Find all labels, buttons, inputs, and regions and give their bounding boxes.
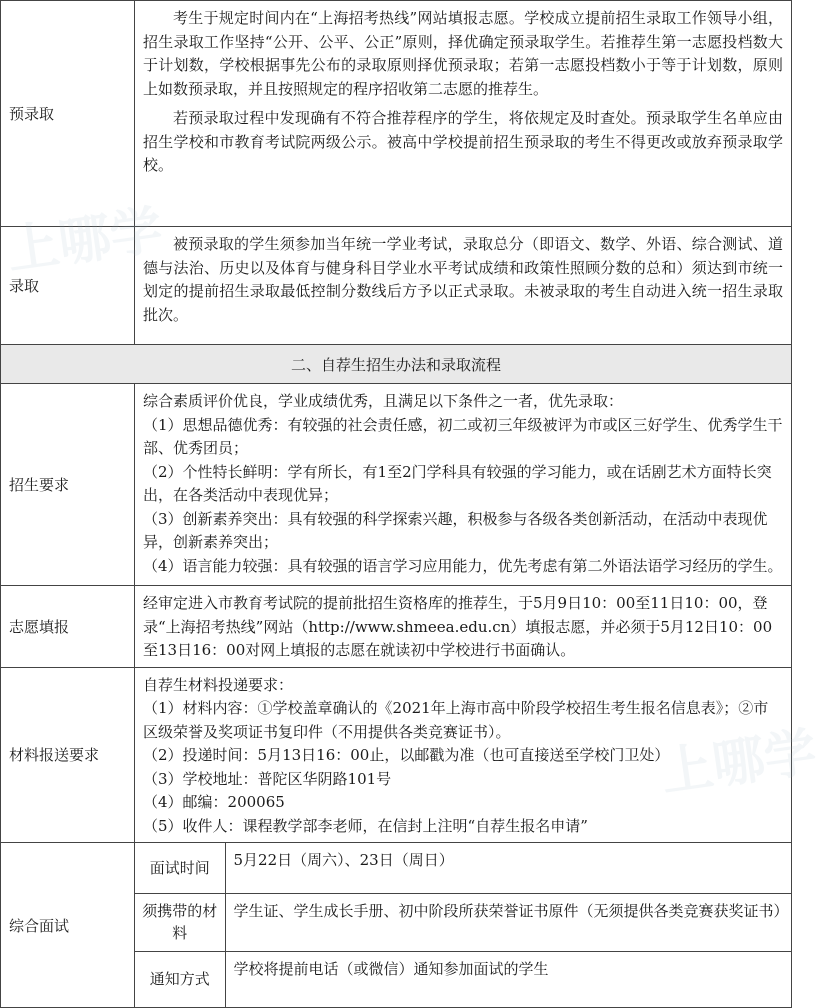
section-title: 二、自荐生招生办法和录取流程 (1, 345, 792, 384)
row-pre-admission (1, 1, 792, 227)
paragraph: 被预录取的学生须参加当年统一学业考试，录取总分（即语文、数学、外语、综合测试、道德与法治、历史以及体育与健身科目学业水平考试成绩和政策性照顾分数的总和）须达到市统一划定的提前招生录取最低控制分数线后方予以正式录取。未被录取的考生自动进入统一招生录取批次。 (143, 235, 783, 324)
req-line: （1）思想品德优秀：有较强的社会责任感，初二或初三年级被评为市或区三好学生、优秀学生干部、优秀团员； (143, 415, 783, 457)
sub-label: 面试时间 (135, 843, 225, 893)
sub-value: 学校将提前电话（或微信）通知参加面试的学生 (233, 959, 549, 978)
interview-subrow (135, 951, 791, 1007)
sub-value: 学生证、学生成长手册、初中阶段所获荣誉证书原件（无须提供各类竞赛获奖证书） (225, 893, 791, 951)
paragraph: 考生于规定时间内在“上海招考热线”网站填报志愿。学校成立提前招生录取工作领导小组，招生录取工作坚持“公开、公平、公正”原则，择优确定预录取学生。若推荐生第一志愿投档数大于计划数，学校根据事先公布的录取原则择优预录取；若第一志愿投档数小于等于计划数，原则上如数预录取，并且按照规定的程序招收第二志愿的推荐生。 (143, 9, 783, 98)
row-label: 预录取 (1, 1, 135, 227)
interview-subrow (135, 843, 791, 893)
req-line: 综合素质评价优良，学业成绩优秀，且满足以下条件之一者，优先录取： (143, 392, 624, 410)
row-materials (1, 667, 792, 843)
row-label: 录取 (1, 227, 135, 345)
watermark-logo: 上哪学 (657, 722, 820, 804)
req-line: （3）创新素养突出：具有较强的科学探索兴趣，积极参与各级各类创新活动，在活动中表现优异，创新素养突出； (143, 509, 768, 551)
paragraph: 若预录取过程中发现确有不符合推荐程序的学生，将依规定及时查处。预录取学生名单应由招生学校和市教育考试院两级公示。被高中学校提前招生预录取的考生不得更改或放弃预录取学校。 (143, 109, 783, 174)
section-header-row (1, 345, 792, 384)
material-line: （3）学校地址：普陀区华阴路101号 (143, 769, 392, 788)
interview-subtable (135, 843, 791, 1007)
material-line: （1）材料内容：①学校盖章确认的《2021年上海市高中阶段学校招生考生报名信息表》；②市区级荣誉及奖项证书复印件（不用提供各类竞赛证书）。 (143, 699, 769, 741)
row-requirements (1, 384, 792, 586)
material-line: （2）投递时间：5月13日16：00止，以邮戳为准（也可直接送至学校门卫处） (143, 746, 670, 764)
req-line: （4）语言能力较强：具有较强的语言学习应用能力，优先考虑有第二外语法语学习经历的学生。 (143, 556, 783, 575)
row-label: 志愿填报 (1, 586, 135, 668)
sub-label: 须携带的材料 (135, 893, 225, 951)
application-text: 经审定进入市教育考试院的提前批招生资格库的推荐生，于5月9日10：00至11日10：00，登录“上海招考热线”网站（http://www.shmeea.edu.cn）填报志愿，并必须于5月12日10：00至13日16：00对网上填报的志愿在就读初中学校进行书面确认。 (143, 594, 773, 659)
material-line: （4）邮编：200065 (143, 793, 285, 811)
sub-label: 通知方式 (135, 951, 225, 1007)
sub-value: 5月22日（周六）、23日（周日） (225, 843, 791, 893)
material-line: （5）收件人：课程教学部李老师，在信封上注明“自荐生报名申请” (143, 816, 588, 835)
row-label: 招生要求 (1, 384, 135, 586)
row-application (1, 586, 792, 668)
req-line: （2）个性特长鲜明：学有所长，有1至2门学科具有较强的学习能力，或在话剧艺术方面特长突出，在各类活动中表现优异； (143, 462, 772, 504)
row-interview (1, 843, 792, 1008)
row-label: 材料报送要求 (1, 667, 135, 843)
interview-subrow (135, 893, 791, 951)
row-admission (1, 227, 792, 345)
material-line: 自荐生材料投递要求： (143, 675, 294, 694)
watermark-logo: 上哪学 (3, 200, 167, 282)
row-label: 综合面试 (1, 843, 135, 1008)
